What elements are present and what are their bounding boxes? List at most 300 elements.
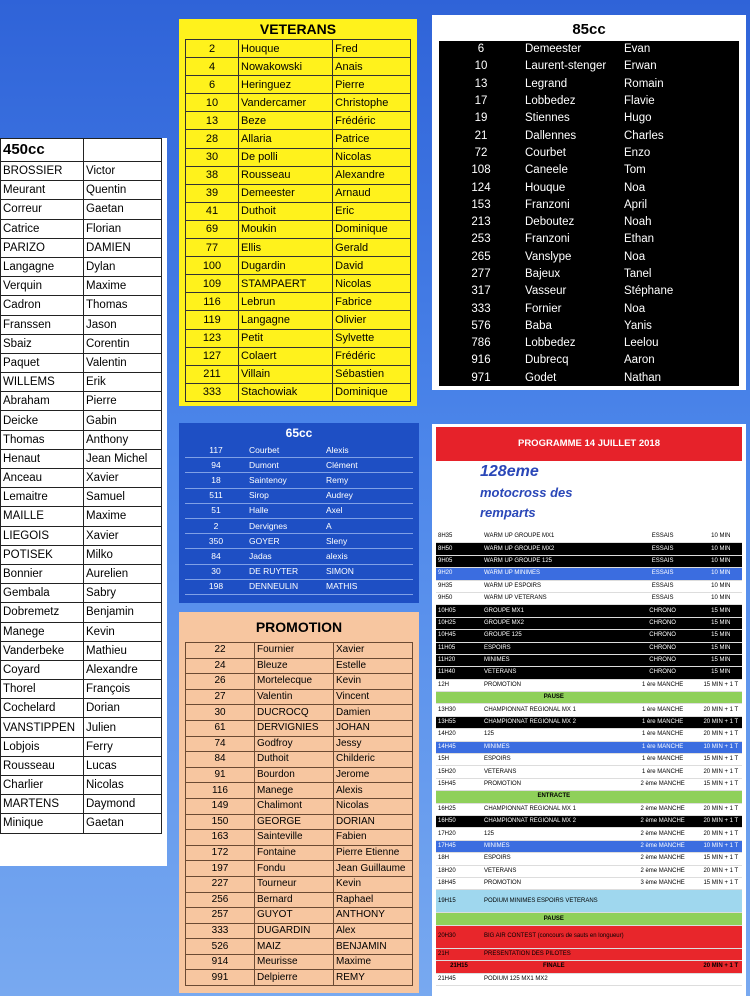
schedule-cell-d: 20 MIN + 1 T: [700, 729, 742, 741]
schedule-cell-t: 21H: [436, 948, 482, 960]
cell-num: 18: [185, 473, 247, 488]
cell-nom: Anceau: [1, 469, 84, 488]
table-row: [1, 373, 162, 392]
table-row: [186, 923, 413, 939]
schedule-cell-t: 15H20: [436, 766, 482, 778]
cell-nom: GUYOT: [255, 908, 334, 924]
schedule-cell-d: [700, 948, 742, 960]
cell-prenom: Ethan: [624, 233, 655, 246]
cell-prenom: Fabien: [334, 830, 413, 846]
cell-prenom: Maxime: [84, 507, 162, 526]
cell-prenom: Tom: [624, 164, 646, 177]
schedule-cell-e: PAUSE: [482, 692, 626, 704]
schedule-cell-m: 2 ème MANCHE: [626, 840, 700, 852]
cell-prenom: Maxime: [334, 954, 413, 970]
table-row: [185, 579, 413, 594]
table-row: [1, 584, 162, 603]
schedule-cell-m: ESSAIS: [626, 592, 700, 604]
cell-num: 22: [186, 643, 255, 659]
table-row: [439, 93, 739, 110]
cell-prenom: Benjamin: [84, 603, 162, 622]
cell-prenom: Julien: [84, 718, 162, 737]
cell-nom: Vandercamer: [239, 94, 333, 112]
schedule-row: [436, 630, 742, 642]
schedule-cell-m: 2 ème MANCHE: [626, 828, 700, 840]
schedule-cell-e: WARM UP GROUPE 125: [482, 555, 626, 567]
schedule-cell-e: PRESENTATION DES PILOTES: [482, 948, 626, 960]
table-row: [186, 202, 411, 220]
cell-num: 333: [471, 302, 491, 315]
cell-nom: Langagne: [1, 257, 84, 276]
cell-prenom: Nicolas: [333, 275, 411, 293]
event-title-line3: remparts: [480, 505, 536, 520]
schedule-cell-e: PAUSE: [482, 913, 626, 925]
cell-prenom: Anthony: [84, 430, 162, 449]
table-row: [186, 311, 411, 329]
table-row: [186, 705, 413, 721]
table-row: [1, 430, 162, 449]
cell-nom: Duthoit: [255, 752, 334, 768]
cell-num: 21: [474, 129, 488, 142]
cell-prenom: Patrice: [333, 130, 411, 148]
table-row: [185, 518, 413, 533]
table-row: [1, 507, 162, 526]
cell-num: 13: [474, 77, 488, 90]
cell-prenom: Thomas: [84, 296, 162, 315]
table-row: [1, 277, 162, 296]
cell-num: 30: [186, 705, 255, 721]
schedule-cell-d: 10 MIN: [700, 580, 742, 592]
schedule-cell-d: 10 MIN + 1 T: [700, 741, 742, 753]
panel-450cc: [0, 138, 167, 866]
cell-prenom: April: [624, 198, 648, 211]
table-row: [186, 954, 413, 970]
cell-prenom: Gabin: [84, 411, 162, 430]
cell-prenom: Pierre: [333, 76, 411, 94]
cell-num: 6: [186, 76, 239, 94]
cell-prenom: Kevin: [334, 674, 413, 690]
cell-nom: Godet: [525, 371, 557, 384]
cell-prenom: Axel: [324, 503, 413, 518]
table-row: [1, 334, 162, 353]
cell-num: 127: [186, 347, 239, 365]
cell-nom: Manege: [1, 622, 84, 641]
cell-num: 30: [186, 148, 239, 166]
schedule-cell-e: PROMOTION: [482, 679, 626, 691]
schedule-cell-t: 9H35: [436, 580, 482, 592]
schedule-row: [436, 925, 742, 948]
cell-nom: BROSSIER: [1, 162, 84, 181]
cell-nom: DUGARDIN: [255, 923, 334, 939]
table-row: [186, 148, 411, 166]
category-title: PROMOTION: [255, 619, 343, 635]
schedule-cell-m: ESSAIS: [626, 543, 700, 555]
cell-prenom: Pierre Etienne: [334, 845, 413, 861]
table-row: [186, 783, 413, 799]
cell-nom: Fondu: [255, 861, 334, 877]
cell-num: 39: [186, 184, 239, 202]
table-row: [186, 643, 413, 659]
cell-num: 84: [185, 549, 247, 564]
schedule-cell-e: 125: [482, 828, 626, 840]
schedule-cell-m: [626, 692, 700, 704]
schedule-cell-t: 15H45: [436, 778, 482, 790]
cell-prenom: Enzo: [624, 146, 651, 159]
schedule-row: [436, 692, 742, 704]
table-row: [1, 181, 162, 200]
schedule-cell-m: 2 ème MANCHE: [626, 853, 700, 865]
schedule-cell-m: 2 ème MANCHE: [626, 865, 700, 877]
cell-prenom: SIMON: [324, 564, 413, 579]
cell-prenom: Christophe: [333, 94, 411, 112]
schedule-cell-e: FINALE: [482, 961, 626, 973]
cell-nom: Franssen: [1, 315, 84, 334]
cell-prenom: Sébastien: [333, 365, 411, 383]
schedule-cell-e: MINIMES: [482, 741, 626, 753]
cell-nom: Sbaiz: [1, 334, 84, 353]
schedule-cell-t: 18H45: [436, 877, 482, 889]
panel-85cc: [432, 15, 746, 390]
cell-prenom: Nicolas: [333, 148, 411, 166]
event-title-line2: motocross des: [480, 485, 573, 500]
cell-nom: Moukin: [239, 220, 333, 238]
cell-prenom: Aaron: [624, 354, 655, 367]
cell-prenom: Erik: [84, 373, 162, 392]
table-row: [186, 257, 411, 275]
cell-num: 526: [186, 939, 255, 955]
cell-num: 61: [186, 720, 255, 736]
table-row: [439, 335, 739, 352]
table-row: [439, 41, 739, 58]
cell-prenom: Nicolas: [334, 798, 413, 814]
cell-prenom: Pierre: [84, 392, 162, 411]
cell-prenom: Leelou: [624, 337, 659, 350]
cell-prenom: Stéphane: [624, 285, 674, 298]
cell-nom: Stiennes: [525, 112, 570, 125]
cell-prenom: Aurelien: [84, 564, 162, 583]
cell-prenom: REMY: [334, 970, 413, 986]
cell-prenom: Maxime: [84, 277, 162, 296]
table-row: [186, 767, 413, 783]
table-row: [1, 680, 162, 699]
cell-nom: Lobbedez: [525, 337, 576, 350]
schedule-cell-e: CHAMPIONNAT REGIONAL MX 2: [482, 716, 626, 728]
cell-prenom: Olivier: [333, 311, 411, 329]
schedule-cell-m: 1 ère MANCHE: [626, 716, 700, 728]
schedule-cell-d: 15 MIN + 1 T: [700, 853, 742, 865]
cell-nom: Henaut: [1, 449, 84, 468]
schedule-cell-e: ESPOIRS: [482, 754, 626, 766]
cell-num: 117: [185, 443, 247, 458]
cell-num: 257: [186, 908, 255, 924]
table-row: [1, 737, 162, 756]
cell-nom: Thorel: [1, 680, 84, 699]
cell-nom: Ellis: [239, 239, 333, 257]
cell-num: 227: [186, 876, 255, 892]
cell-nom: Allaria: [239, 130, 333, 148]
schedule-cell-t: 17H45: [436, 840, 482, 852]
schedule-row: [436, 828, 742, 840]
cell-nom: Colaert: [239, 347, 333, 365]
cell-nom: Baba: [525, 319, 552, 332]
table-row: [1, 392, 162, 411]
cell-nom: Villain: [239, 365, 333, 383]
schedule-cell-d: 10 MIN: [700, 555, 742, 567]
cell-num: 333: [186, 383, 239, 401]
table-row: [186, 674, 413, 690]
schedule-cell-m: 1 ère MANCHE: [626, 729, 700, 741]
schedule-row: [436, 973, 742, 985]
table-row: [439, 352, 739, 369]
cell-num: 2: [185, 518, 247, 533]
schedule-cell-m: CHRONO: [626, 605, 700, 617]
cell-nom: DENNEULIN: [247, 579, 324, 594]
cell-prenom: Dominique: [333, 220, 411, 238]
table-row: [186, 689, 413, 705]
table-row: [186, 939, 413, 955]
cell-prenom: Eric: [333, 202, 411, 220]
table-row: [1, 219, 162, 238]
cell-prenom: Yanis: [624, 319, 652, 332]
schedule-cell-m: [626, 925, 700, 948]
cell-nom: Rousseau: [1, 756, 84, 775]
cell-nom: Beze: [239, 112, 333, 130]
schedule-row: [436, 531, 742, 543]
cell-num: 256: [186, 892, 255, 908]
cell-prenom: Anais: [333, 58, 411, 76]
schedule-cell-d: 15 MIN + 1 T: [700, 778, 742, 790]
cell-nom: Courbet: [525, 146, 566, 159]
schedule-cell-e: ESPOIRS: [482, 642, 626, 654]
cell-nom: Lebrun: [239, 293, 333, 311]
table-row: [1, 469, 162, 488]
schedule-cell-e: GROUPE MX1: [482, 605, 626, 617]
table-row: [186, 845, 413, 861]
cell-num: 10: [474, 60, 488, 73]
schedule-cell-t: 17H20: [436, 828, 482, 840]
table-row: [439, 318, 739, 335]
table-row: [186, 347, 411, 365]
cell-num: 26: [186, 674, 255, 690]
cell-nom: Thomas: [1, 430, 84, 449]
cell-num: 153: [471, 198, 491, 211]
schedule-cell-t: 9H50: [436, 592, 482, 604]
cell-prenom: Jason: [84, 315, 162, 334]
schedule-cell-m: [626, 791, 700, 803]
cell-prenom: Gaetan: [84, 814, 162, 833]
cell-nom: PARIZO: [1, 238, 84, 257]
cell-num: 30: [185, 564, 247, 579]
schedule-cell-m: 2 ème MANCHE: [626, 778, 700, 790]
schedule-cell-m: 1 ère MANCHE: [626, 754, 700, 766]
cell-nom: DUCROCQ: [255, 705, 334, 721]
cell-prenom: Romain: [624, 77, 664, 90]
table-row: [439, 249, 739, 266]
table-row: [186, 861, 413, 877]
table-row: [439, 179, 739, 196]
table-row: [1, 353, 162, 372]
schedule-cell-d: 20 MIN + 1 T: [700, 961, 742, 973]
cell-nom: STAMPAERT: [239, 275, 333, 293]
table-row: [185, 473, 413, 488]
cell-prenom: Alexandre: [84, 660, 162, 679]
cell-num: 123: [186, 329, 239, 347]
cell-nom: POTISEK: [1, 545, 84, 564]
cell-nom: Demeester: [239, 184, 333, 202]
cell-num: 576: [471, 319, 491, 332]
table-row: [186, 94, 411, 112]
cell-prenom: Tanel: [624, 268, 652, 280]
cell-prenom: David: [333, 257, 411, 275]
schedule-row: [436, 741, 742, 753]
cell-nom: Paquet: [1, 353, 84, 372]
cell-nom: GEORGE: [255, 814, 334, 830]
schedule-row: [436, 729, 742, 741]
schedule-cell-m: CHRONO: [626, 667, 700, 679]
cell-nom: Meurisse: [255, 954, 334, 970]
cell-prenom: BENJAMIN: [334, 939, 413, 955]
cell-num: 333: [186, 923, 255, 939]
schedule-row: [436, 580, 742, 592]
cell-num: 317: [471, 285, 491, 298]
table-row: [1, 200, 162, 219]
cell-prenom: Sabry: [84, 584, 162, 603]
cell-nom: Demeester: [525, 43, 582, 56]
table-row: [439, 197, 739, 214]
schedule-row: [436, 803, 742, 815]
table-row: [439, 110, 739, 127]
table-row: [186, 814, 413, 830]
cell-prenom: Gaetan: [84, 200, 162, 219]
cell-prenom: Noa: [624, 302, 646, 315]
schedule-cell-m: 3 ème MANCHE: [626, 877, 700, 889]
cell-num: 69: [186, 220, 239, 238]
cell-prenom: Alexandre: [333, 166, 411, 184]
cell-prenom: Gerald: [333, 239, 411, 257]
cell-prenom: Sleny: [324, 534, 413, 549]
cell-prenom: Corentin: [84, 334, 162, 353]
schedule-cell-e: WARM UP GROUPE MX2: [482, 543, 626, 555]
schedule-cell-e: PROMOTION: [482, 877, 626, 889]
schedule-cell-e: MINIMES: [482, 840, 626, 852]
table-promotion: [185, 642, 413, 986]
cell-prenom: Audrey: [324, 488, 413, 503]
table-row: [185, 488, 413, 503]
schedule-cell-d: [700, 692, 742, 704]
table-row: [1, 564, 162, 583]
table-row: [1, 296, 162, 315]
cell-nom: Lemaitre: [1, 488, 84, 507]
cell-prenom: Kevin: [334, 876, 413, 892]
table-row: [1, 545, 162, 564]
cell-nom: Tourneur: [255, 876, 334, 892]
table-row: [1, 622, 162, 641]
schedule-cell-e: BIG AIR CONTEST (concours de sauts en longueur): [482, 925, 626, 948]
schedule-cell-d: [700, 913, 742, 925]
cell-prenom: Erwan: [624, 60, 657, 73]
schedule-row: [436, 961, 742, 973]
cell-prenom: Valentin: [84, 353, 162, 372]
cell-nom: Mortelecque: [255, 674, 334, 690]
schedule-row: [436, 667, 742, 679]
schedule-row: [436, 840, 742, 852]
schedule-cell-t: 11H20: [436, 654, 482, 666]
table-row: [1, 660, 162, 679]
schedule-row: [436, 778, 742, 790]
cell-num: 28: [186, 130, 239, 148]
panel-promotion: [179, 612, 419, 993]
cell-nom: Chalimont: [255, 798, 334, 814]
schedule-cell-e: ENTRACTE: [482, 791, 626, 803]
schedule-cell-m: [626, 913, 700, 925]
cell-prenom: ANTHONY: [334, 908, 413, 924]
cell-num: 6: [477, 43, 485, 56]
schedule-row: [436, 913, 742, 925]
cell-num: 108: [471, 164, 491, 177]
cell-nom: Valentin: [255, 689, 334, 705]
table-row: [1, 449, 162, 468]
schedule-cell-d: [700, 890, 742, 913]
cell-num: 109: [186, 275, 239, 293]
schedule-cell-d: 20 MIN + 1 T: [700, 828, 742, 840]
cell-prenom: Noa: [624, 181, 646, 194]
schedule-cell-e: VETERANS: [482, 667, 626, 679]
cell-prenom: Remy: [324, 473, 413, 488]
cell-num: 971: [471, 371, 491, 384]
cell-num: 211: [186, 365, 239, 383]
schedule-cell-d: 10 MIN: [700, 568, 742, 580]
table-row: [186, 383, 411, 401]
cell-prenom: Fabrice: [333, 293, 411, 311]
schedule-cell-m: [626, 961, 700, 973]
schedule-cell-d: 15 MIN: [700, 642, 742, 654]
table-row: [185, 549, 413, 564]
table-row: [1, 526, 162, 545]
schedule-cell-m: 1 ère MANCHE: [626, 741, 700, 753]
cell-prenom: Estelle: [334, 658, 413, 674]
schedule-cell-m: 2 ème MANCHE: [626, 803, 700, 815]
cell-nom: GOYER: [247, 534, 324, 549]
schedule-cell-t: 11H05: [436, 642, 482, 654]
table-row: [1, 162, 162, 181]
cell-nom: Gembala: [1, 584, 84, 603]
schedule-cell-t: 8H35: [436, 531, 482, 543]
cell-num: 72: [474, 146, 488, 159]
table-row: [186, 58, 411, 76]
cell-nom: Laurent-stenger: [525, 60, 607, 73]
schedule-cell-t: 14H45: [436, 741, 482, 753]
table-row: [186, 752, 413, 768]
cell-prenom: Kevin: [84, 622, 162, 641]
cell-prenom: Victor: [84, 162, 162, 181]
table-row: [186, 658, 413, 674]
cell-nom: Fournier: [255, 643, 334, 659]
table-row: [186, 329, 411, 347]
schedule-cell-t: 14H20: [436, 729, 482, 741]
cell-prenom: Jerome: [334, 767, 413, 783]
cell-nom: Legrand: [525, 77, 568, 90]
table-row: [1, 603, 162, 622]
cell-num: 511: [185, 488, 247, 503]
table-row: [186, 720, 413, 736]
schedule-row: [436, 617, 742, 629]
schedule-cell-t: 10H25: [436, 617, 482, 629]
cell-prenom: Jessy: [334, 736, 413, 752]
schedule-row: [436, 815, 742, 827]
cell-nom: Correur: [1, 200, 84, 219]
table-85cc: [439, 41, 739, 387]
cell-num: 84: [186, 752, 255, 768]
